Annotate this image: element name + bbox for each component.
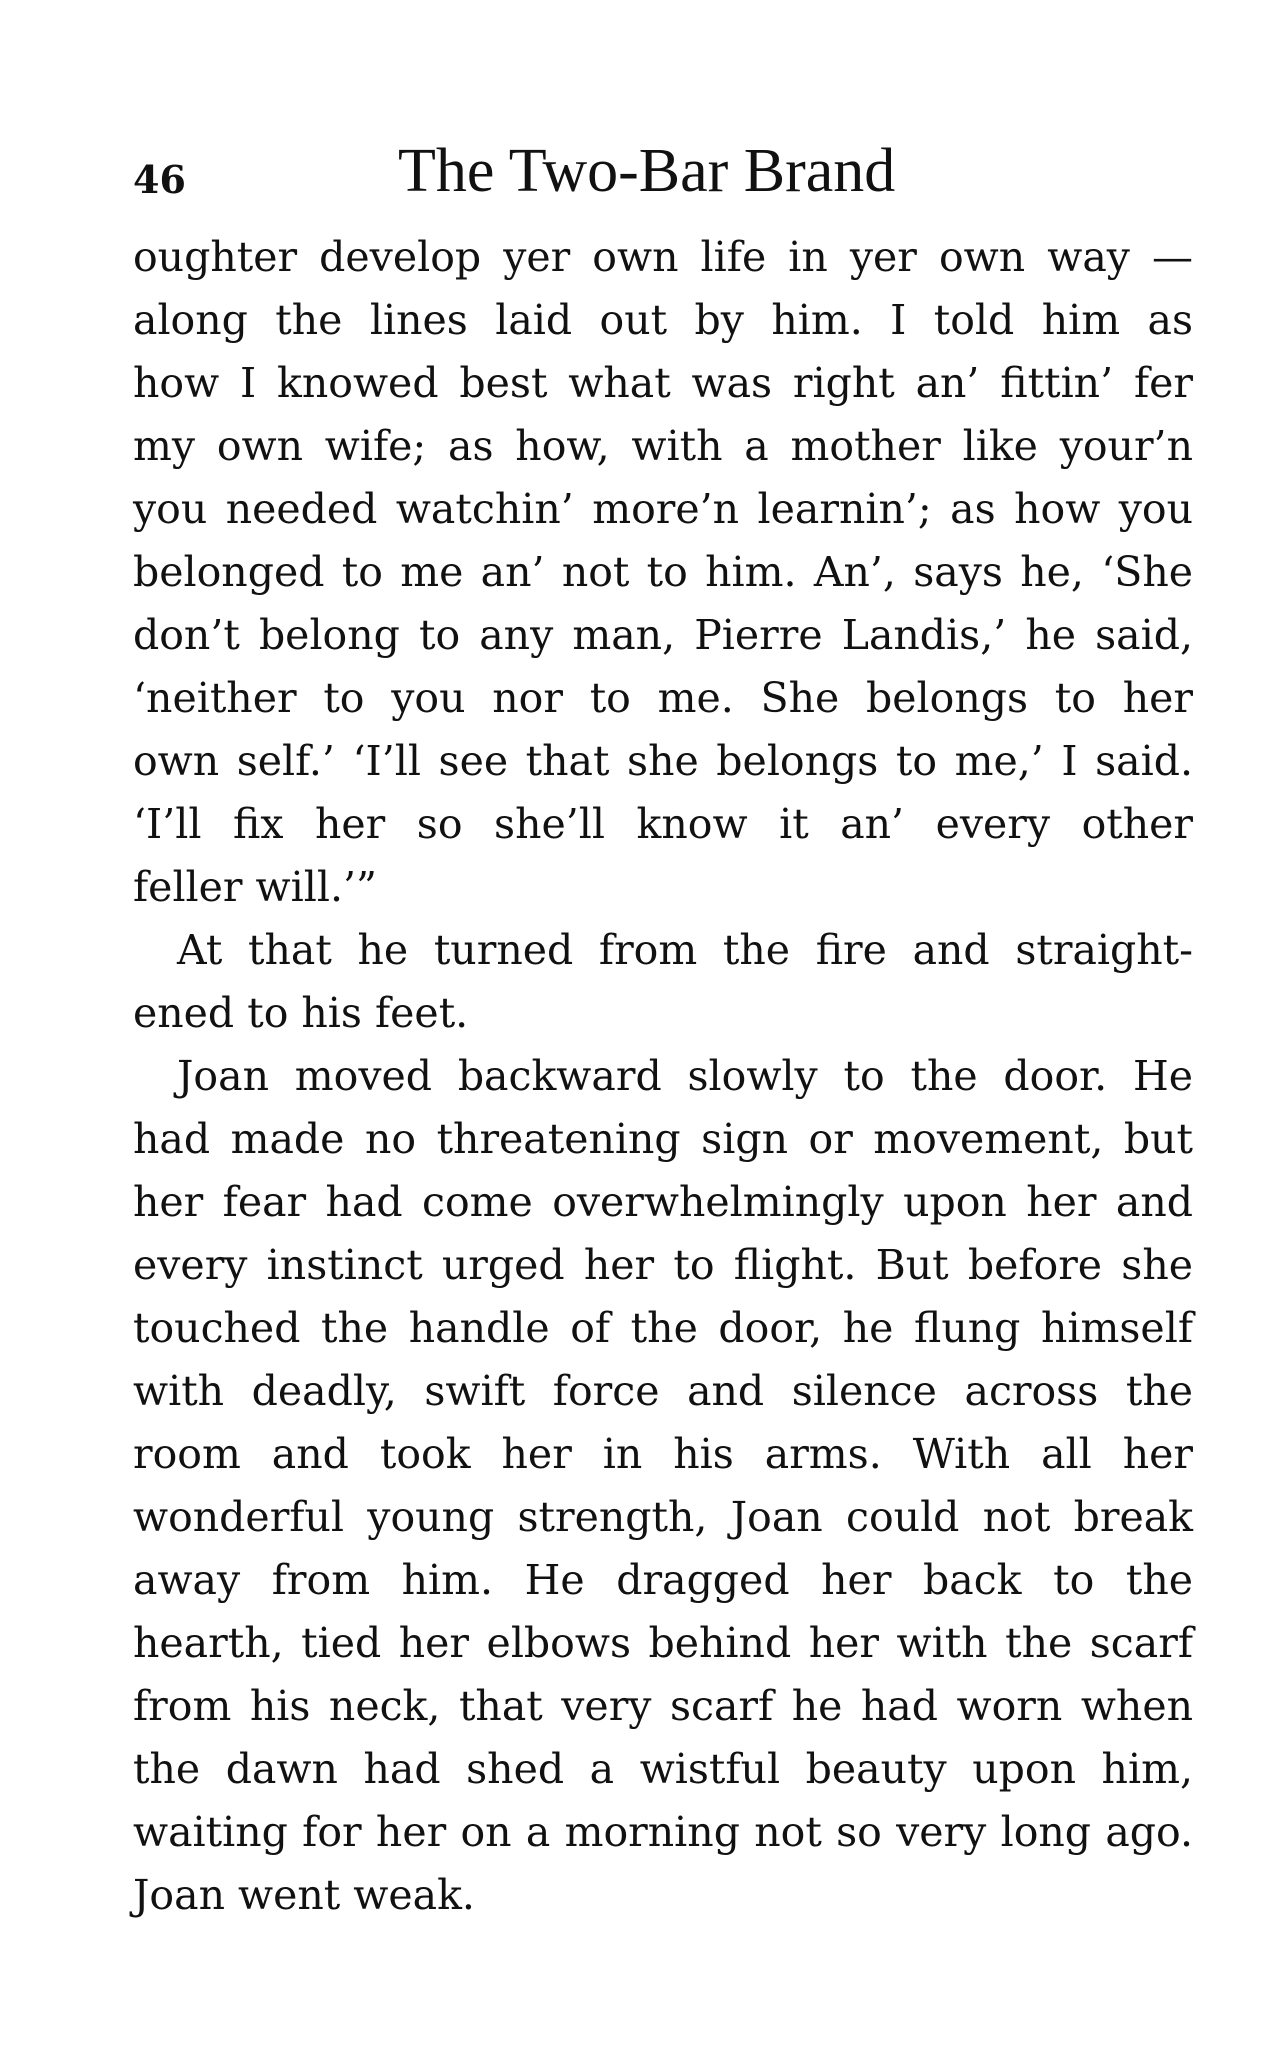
running-title: The Two-Bar Brand [398,137,896,205]
text-line: oughter develop yer own life in yer own way — [133,233,1193,281]
text-line: belonged to me an’ not to him. An’, says he, ‘She [133,548,1193,596]
text-line: ened to his feet. [133,989,469,1037]
text-line: my own wife; as how, with a mother like your’n [133,422,1193,470]
text-line: hearth, tied her elbows behind her with the scarf [133,1619,1193,1667]
text-line: with deadly, swift force and silence across the [133,1367,1193,1415]
text-line: ‘I’ll fix her so she’ll know it an’ every other [133,800,1193,848]
text-line: feller will.’” [133,863,378,911]
text-line: the dawn had shed a wistful beauty upon him, [133,1745,1193,1793]
text-line: along the lines laid out by him. I told him as [133,296,1193,344]
text-line: every instinct urged her to flight. But before she [133,1241,1193,1289]
text-line: wonderful young strength, Joan could not break [133,1493,1193,1541]
text-line: touched the handle of the door, he flung himself [133,1304,1193,1352]
text-line: waiting for her on a morning not so very long ago. [133,1808,1193,1856]
page-number: 46 [133,157,186,202]
text-line: own self.’ ‘I’ll see that she belongs to me,’ I said. [133,737,1193,785]
text-line: room and took her in his arms. With all her [133,1430,1193,1478]
text-line: you needed watchin’ more’n learnin’; as how you [133,485,1193,533]
text-line: how I knowed best what was right an’ fittin’ fer [133,359,1193,407]
text-line: Joan went weak. [133,1871,475,1919]
text-line: from his neck, that very scarf he had worn when [133,1682,1193,1730]
text-line: don’t belong to any man, Pierre Landis,’ he said, [133,611,1193,659]
paragraph-start-line: Joan moved backward slowly to the door. He [177,1052,1193,1100]
paragraph-start-line: At that he turned from the fire and straight- [177,926,1193,974]
text-line: ‘neither to you nor to me. She belongs to her [133,674,1193,722]
page-body [133,226,1193,1927]
page-header [133,132,1183,222]
text-line: her fear had come overwhelmingly upon her and [133,1178,1193,1226]
text-line: away from him. He dragged her back to the [133,1556,1193,1604]
text-line: had made no threatening sign or movement, but [133,1115,1193,1163]
